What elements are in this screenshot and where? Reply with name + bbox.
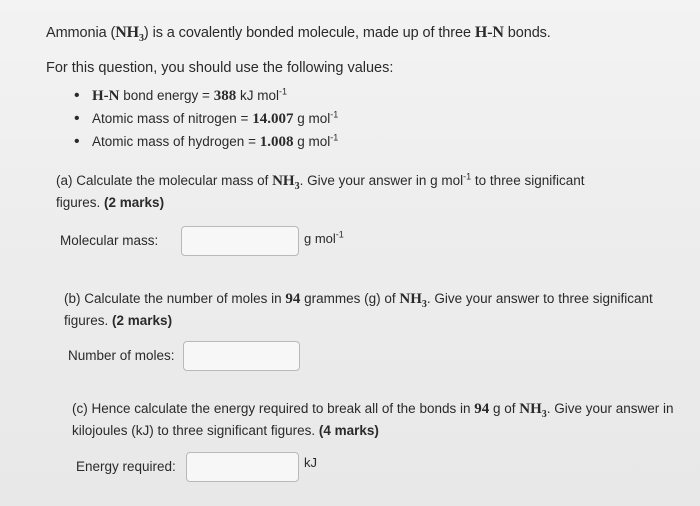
value-nitrogen-mass: • Atomic mass of nitrogen = 14.007 g mol$^{-1}$ bbox=[72, 107, 338, 130]
energy-required-input[interactable] bbox=[186, 452, 299, 482]
marks-label: (2 marks) bbox=[112, 313, 173, 328]
marks-label: (4 marks) bbox=[318, 423, 379, 438]
question-b-text: (b) Calculate the number of moles in 94 grammes (g) of $NH_3$. Give your answer to three significant figures. (2 marks) bbox=[64, 291, 653, 328]
molecular-mass-unit: g mol$^{-1}$ bbox=[304, 229, 344, 246]
molecular-mass-label: Molecular mass: bbox=[60, 233, 159, 248]
molecular-mass-input[interactable] bbox=[181, 226, 299, 256]
question-a-text: (a) Calculate the molecular mass of $NH_3$. Give your answer in g mol$^{-1}$ to three significant figures. (2 marks) bbox=[56, 171, 585, 210]
intro-text: bonds. bbox=[503, 25, 551, 41]
energy-unit: kJ bbox=[304, 455, 317, 470]
ammonia-formula: $NH_3$ bbox=[399, 291, 427, 310]
ammonia-formula: $NH_3$ bbox=[519, 401, 547, 420]
intro-text: Ammonia ( bbox=[46, 25, 116, 41]
bullet-icon: • bbox=[74, 110, 80, 127]
ammonia-formula: $NH_3$ bbox=[272, 173, 300, 192]
value-hydrogen-mass: • Atomic mass of hydrogen = 1.008 g mol$^{-1}$ bbox=[72, 130, 338, 153]
marks-label: (2 marks) bbox=[104, 195, 165, 210]
value-bond-energy: • H-N bond energy = 388 kJ mol$^{-1}$ bbox=[72, 84, 338, 107]
number-of-moles-label: Number of moles: bbox=[68, 348, 175, 363]
bullet-icon: • bbox=[74, 87, 80, 104]
instruction-text: For this question, you should use the following values: bbox=[46, 60, 394, 76]
question-c-text: (c) Hence calculate the energy required to break all of the bonds in 94 g of $NH_3$. Give your answer in kilojoules (kJ) to three significant figures. (4 marks) bbox=[72, 401, 674, 438]
bullet-icon: • bbox=[74, 133, 80, 150]
energy-required-label: Energy required: bbox=[76, 459, 176, 474]
number-of-moles-input[interactable] bbox=[183, 341, 300, 371]
intro-text: ) is a covalently bonded molecule, made up of three bbox=[143, 25, 475, 41]
values-list bbox=[72, 84, 338, 153]
bond-formula: H-N bbox=[474, 24, 504, 41]
ammonia-formula: $NH_3$ bbox=[115, 24, 144, 45]
intro-sentence bbox=[46, 24, 551, 45]
